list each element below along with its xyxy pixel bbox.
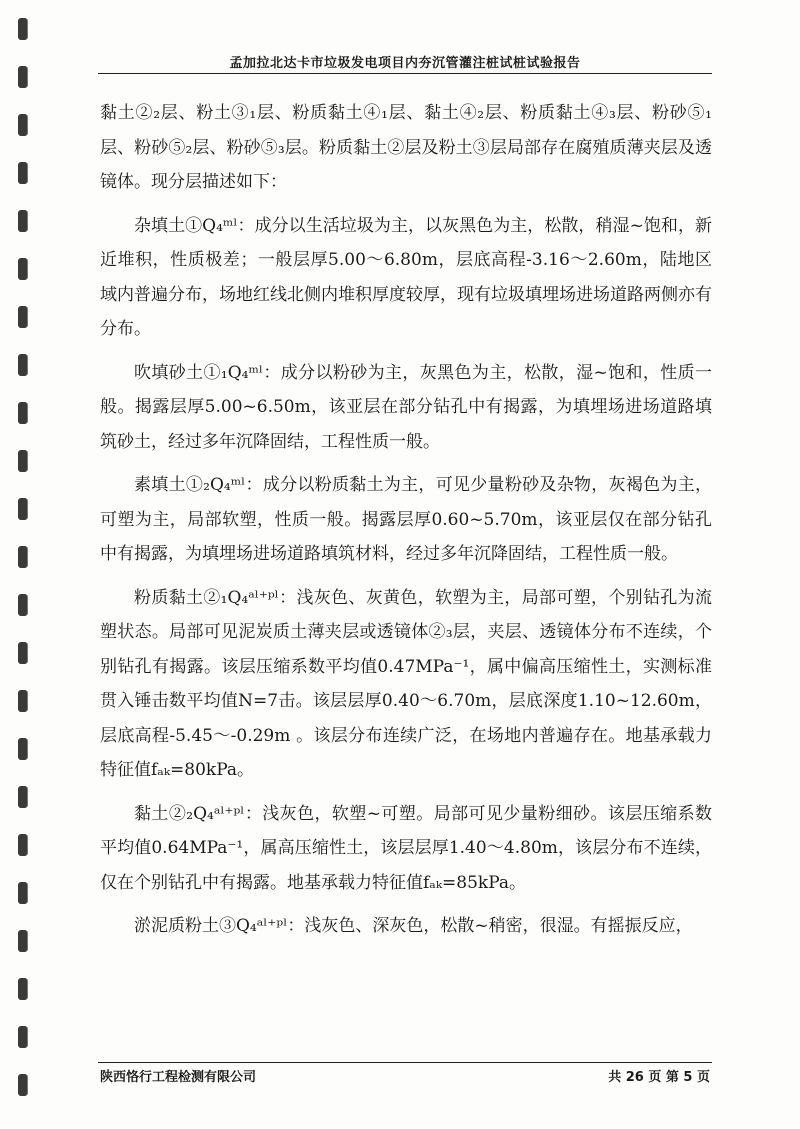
binder-hole (18, 930, 27, 952)
binder-hole (18, 402, 27, 424)
paragraph-layer-list: 黏土②₂层、粉土③₁层、粉质黏土④₁层、黏土④₂层、粉质黏土④₃层、粉砂⑤₁层、粉砂⑤₂层、粉砂⑤₃层。粉质黏土②层及粉土③层局部存在腐殖质薄夹层及透镜体。现分层描述如下： (100, 103, 712, 192)
binder-hole (18, 882, 27, 904)
paragraph-muddy-silt: 淤泥质粉土③Q₄ᵃˡ⁺ᵖˡ：浅灰色、深灰色，松散~稍密，很湿。有摇振反应， (134, 916, 693, 936)
binder-hole (18, 450, 27, 472)
binder-hole (18, 258, 27, 280)
binder-hole (18, 1026, 27, 1048)
binder-hole (18, 354, 27, 376)
paragraph-fill-soil: 杂填土①Q₄ᵐˡ：成分以生活垃圾为主，以灰黑色为主，松散，稍湿~饱和，新近堆积，性质极差；一般层厚5.00～6.80m，层底高程-3.16～2.60m，陆地区域内普遍分布，场地红线北侧内堆积厚度较厚，现有垃圾填埋场进场道路两侧亦有分布。 (100, 215, 712, 339)
binder-hole (18, 978, 27, 1000)
binder-hole (18, 834, 27, 856)
footer-page-number: 共 26 页 第 5 页 (608, 1070, 710, 1085)
binder-hole (18, 66, 27, 88)
binder-hole (18, 546, 27, 568)
header-rule (98, 73, 712, 74)
binder-hole (18, 18, 27, 40)
report-header-title: 孟加拉北达卡市垃圾发电项目内夯沉管灌注桩试桩试验报告 (229, 56, 581, 71)
binder-hole (18, 114, 27, 136)
footer-company: 陕西恪行工程检测有限公司 (100, 1070, 257, 1085)
binder-hole (18, 1074, 27, 1096)
binder-holes (18, 0, 32, 1129)
binder-hole (18, 498, 27, 520)
paragraph-silty-clay: 粉质黏土②₁Q₄ᵃˡ⁺ᵖˡ：浅灰色、灰黄色，软塑为主，局部可塑，个别钻孔为流塑状态。局部可见泥炭质土薄夹层或透镜体②₃层，夹层、透镜体分布不连续，个别钻孔有揭露。该层压缩系数平均值0.47MPa⁻¹，属中偏高压缩性土，实测标准贯入锤击数平均值N=7击。该层层厚0.40～6.70m，层底深度1.10~12.60m，层底高程-5.45～-0.29m 。该层分布连续广泛，在场地内普遍存在。地基承载力特征值fₐₖ=80kPa。 (100, 587, 712, 780)
footer-rule (98, 1062, 712, 1063)
binder-hole (18, 162, 27, 184)
paragraph-hydraulic-fill-sand: 吹填砂土①₁Q₄ᵐˡ：成分以粉砂为主，灰黑色为主，松散，湿~饱和，性质一般。揭露层厚5.00~6.50m，该亚层在部分钻孔中有揭露，为填埋场进场道路填筑砂土，经过多年沉降固结，工程性质一般。 (100, 362, 712, 452)
binder-hole (18, 594, 27, 616)
binder-hole (18, 738, 27, 760)
binder-hole (18, 690, 27, 712)
binder-hole (18, 210, 27, 232)
paragraph-clay: 黏土②₂Q₄ᵃˡ⁺ᵖˡ：浅灰色，软塑~可塑。局部可见少量粉细砂。该层压缩系数平均值0.64MPa⁻¹，属高压缩性土，该层层厚1.40～4.80m，该层分布不连续，仅在个别钻孔中有揭露。地基承载力特征值fₐₖ=85kPa。 (100, 803, 712, 893)
paragraph-plain-fill: 素填土①₂Q₄ᵐˡ：成分以粉质黏土为主，可见少量粉砂及杂物，灰褐色为主， 可塑为主，局部软塑，性质一般。揭露层厚0.60~5.70m，该亚层仅在部分钻孔中有揭露，为填埋场进场道路填筑材料，经过多年沉降固结，工程性质一般。 (100, 475, 712, 564)
report-body (100, 96, 712, 953)
binder-hole (18, 786, 27, 808)
binder-hole (18, 642, 27, 664)
binder-hole (18, 306, 27, 328)
